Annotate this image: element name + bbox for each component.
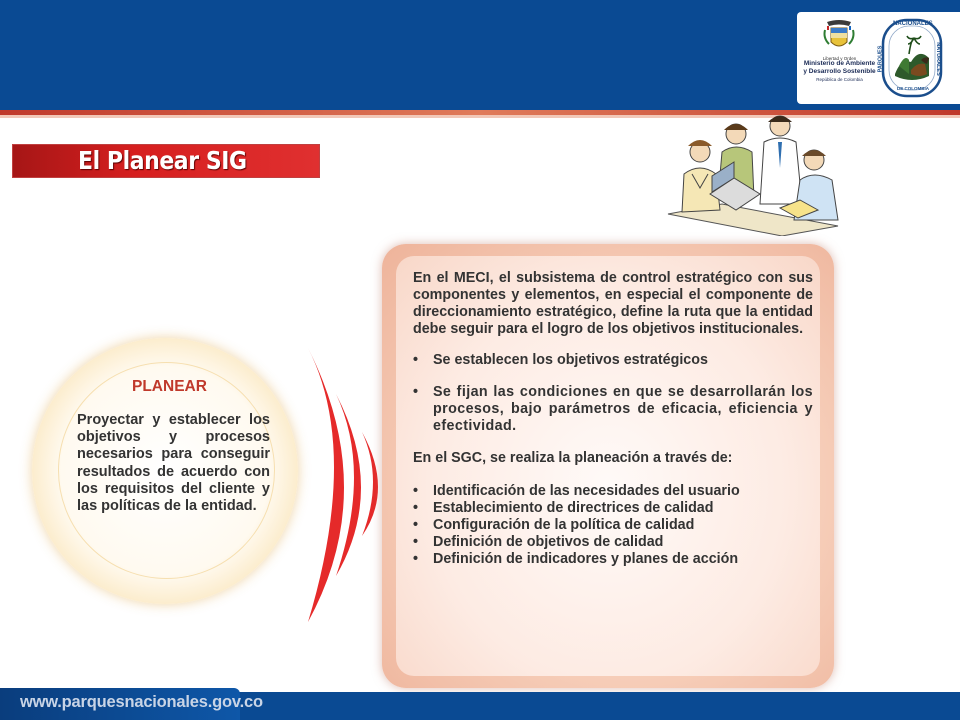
parques-logo-text-top: NACIONALES [893, 21, 933, 27]
list-item: • Definición de objetivos de calidad [413, 534, 664, 550]
list-item: • Definición de indicadores y planes de acción [413, 551, 739, 567]
chevron-arrows-icon [300, 340, 390, 630]
ministry-name-line1: Ministerio de Ambiente [803, 60, 876, 67]
bullet-icon: • [413, 500, 419, 516]
parques-logo-text-bottom: DE COLOMBIA [897, 86, 929, 91]
bullet-icon: • [413, 384, 419, 400]
list-item: • Se fijan las condiciones en que se desarrollarán los procesos, bajo parámetros de eficacia, eficiencia y efectividad. [413, 384, 813, 434]
meci-intro: En el MECI, el subsistema de control estratégico con sus componentes y elementos, en especial el componente de direccionamiento estratégico, define la ruta que la entidad debe seguir para el logro de los objetivos institucionales. [413, 270, 813, 337]
parques-logo-text-left: PARQUES [877, 45, 884, 73]
business-team-illustration-icon [662, 108, 852, 236]
planear-description: Proyectar y establecer los objetivos y procesos necesarios para conseguir resultados de acuerdo con los requisitos del cliente y las políticas de la entidad. [77, 412, 270, 515]
logos-card [797, 12, 960, 104]
bullet-icon: • [413, 483, 419, 499]
content-text [413, 270, 813, 568]
bullet-icon: • [413, 352, 419, 368]
page-title: El Planear SIG [78, 146, 247, 175]
ministry-name-line2: y Desarrollo Sostenible [803, 68, 876, 75]
list-item: • Establecimiento de directrices de calidad [413, 500, 714, 516]
bullet-icon: • [413, 534, 419, 550]
ministry-motto: Libertad y Orden [822, 56, 857, 61]
list-item: • Identificación de las necesidades del usuario [413, 483, 740, 499]
ministry-name [797, 60, 882, 84]
planear-title: PLANEAR [132, 378, 207, 395]
list-item: • Configuración de la política de calidad [413, 517, 695, 533]
sgc-intro: En el SGC, se realiza la planeación a través de: [413, 450, 733, 466]
list-item: • Se establecen los objetivos estratégicos [413, 352, 708, 368]
colombia-coat-of-arms-icon [819, 16, 859, 56]
footer-url[interactable]: www.parquesnacionales.gov.co [20, 693, 263, 711]
bullet-icon: • [413, 517, 419, 533]
parques-logo-text-right: NATURALES [934, 42, 941, 76]
bullet-icon: • [413, 551, 419, 567]
ministry-country: República de Colombia [816, 77, 863, 82]
